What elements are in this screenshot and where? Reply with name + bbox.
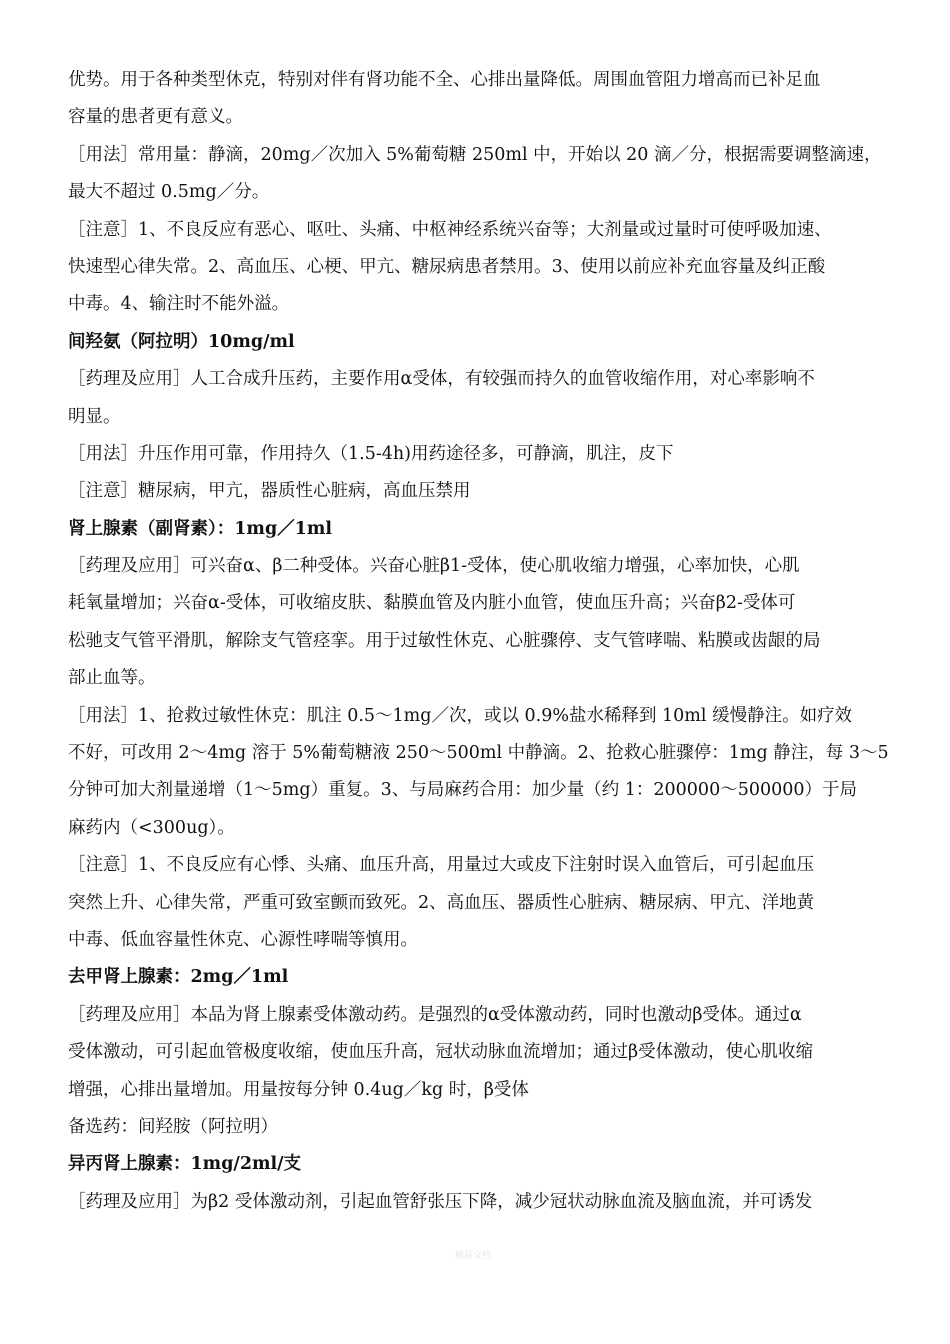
drug-heading: 异丙肾上腺素：1mg/2ml/支 [68, 1154, 302, 1175]
text-line: 不好，可改用 2～4mg 溶于 5%葡萄糖液 250～500ml 中静滴。2、抢救心脏骤停：1mg 静注，每 3～5 [68, 743, 889, 764]
drug-heading: 间羟氨（阿拉明）10mg/ml [68, 331, 295, 352]
text-line: ［用法］1、抢救过敏性休克：肌注 0.5～1mg／次，或以 0.9%盐水稀释到 10ml 缓慢静注。如疗效 [68, 705, 853, 726]
text-line: 容量的患者更有意义。 [68, 107, 243, 128]
text-line: 备选药：间羟胺（阿拉明） [68, 1116, 278, 1137]
document-body [68, 62, 892, 1221]
text-line: 快速型心律失常。2、高血压、心梗、甲亢、糖尿病患者禁用。3、使用以前应补充血容量及纠正酸 [68, 256, 826, 277]
text-line: 受体激动，可引起血管极度收缩，使血压升高，冠状动脉血流增加；通过β受体激动，使心肌收缩 [68, 1042, 814, 1063]
text-line: ［药理及应用］可兴奋α、β二种受体。兴奋心脏β1-受体，使心肌收缩力增强，心率加快，心肌 [68, 556, 800, 577]
text-line: 麻药内（<300ug）。 [68, 817, 235, 838]
text-line: ［药理及应用］为β2 受体激动剂，引起血管舒张压下降，减少冠状动脉血流及脑血流，并可诱发 [68, 1191, 813, 1212]
text-line: ［注意］1、不良反应有心悸、头痛、血压升高，用量过大或皮下注射时误入血管后，可引起血压 [68, 855, 815, 876]
text-line: ［注意］糖尿病，甲亢，器质性心脏病，高血压禁用 [68, 481, 471, 502]
text-line: 分钟可加大剂量递增（1～5mg）重复。3、与局麻药合用：加少量（约 1：200000～500000）于局 [68, 780, 858, 801]
text-line: 增强，心排出量增加。用量按每分钟 0.4ug／kg 时，β受体 [68, 1079, 529, 1100]
text-line: 耗氧量增加；兴奋α-受体，可收缩皮肤、黏膜血管及内脏小血管，使血压升高；兴奋β2-受体可 [68, 593, 796, 614]
text-line: 中毒。4、输注时不能外溢。 [68, 294, 290, 315]
drug-heading: 去甲肾上腺素：2mg／1ml [68, 967, 289, 988]
footer-watermark: 精品文档 [455, 1251, 492, 1261]
text-line: 中毒、低血容量性休克、心源性哮喘等慎用。 [68, 929, 418, 950]
text-line: 部止血等。 [68, 668, 156, 689]
text-line: ［用法］升压作用可靠，作用持久（1.5-4h)用药途径多，可静滴，肌注，皮下 [68, 443, 674, 464]
text-line: ［药理及应用］本品为肾上腺素受体激动药。是强烈的α受体激动药，同时也激动β受体。通过α [68, 1004, 802, 1025]
text-line: 明显。 [68, 406, 121, 427]
text-line: 突然上升、心律失常，严重可致室颤而致死。2、高血压、器质性心脏病、糖尿病、甲亢、洋地黄 [68, 892, 815, 913]
text-line: 松驰支气管平滑肌，解除支气管痉挛。用于过敏性休克、心脏骤停、支气管哮喘、粘膜或齿龈的局 [68, 630, 821, 651]
text-line: ［用法］常用量：静滴，20mg／次加入 5%葡萄糖 250ml 中，开始以 20 滴／分，根据需要调整滴速， [68, 144, 882, 165]
text-line: 最大不超过 0.5mg／分。 [68, 182, 270, 203]
text-line: 优势。用于各种类型休克，特别对伴有肾功能不全、心排出量降低。周围血管阻力增高而已补足血 [68, 70, 821, 90]
text-line: ［注意］1、不良反应有恶心、呕吐、头痛、中枢神经系统兴奋等；大剂量或过量时可使呼吸加速、 [68, 219, 832, 240]
drug-heading: 肾上腺素（副肾素）：1mg／1ml [68, 518, 333, 539]
text-line: ［药理及应用］人工合成升压药，主要作用α受体，有较强而持久的血管收缩作用，对心率影响不 [68, 369, 815, 390]
